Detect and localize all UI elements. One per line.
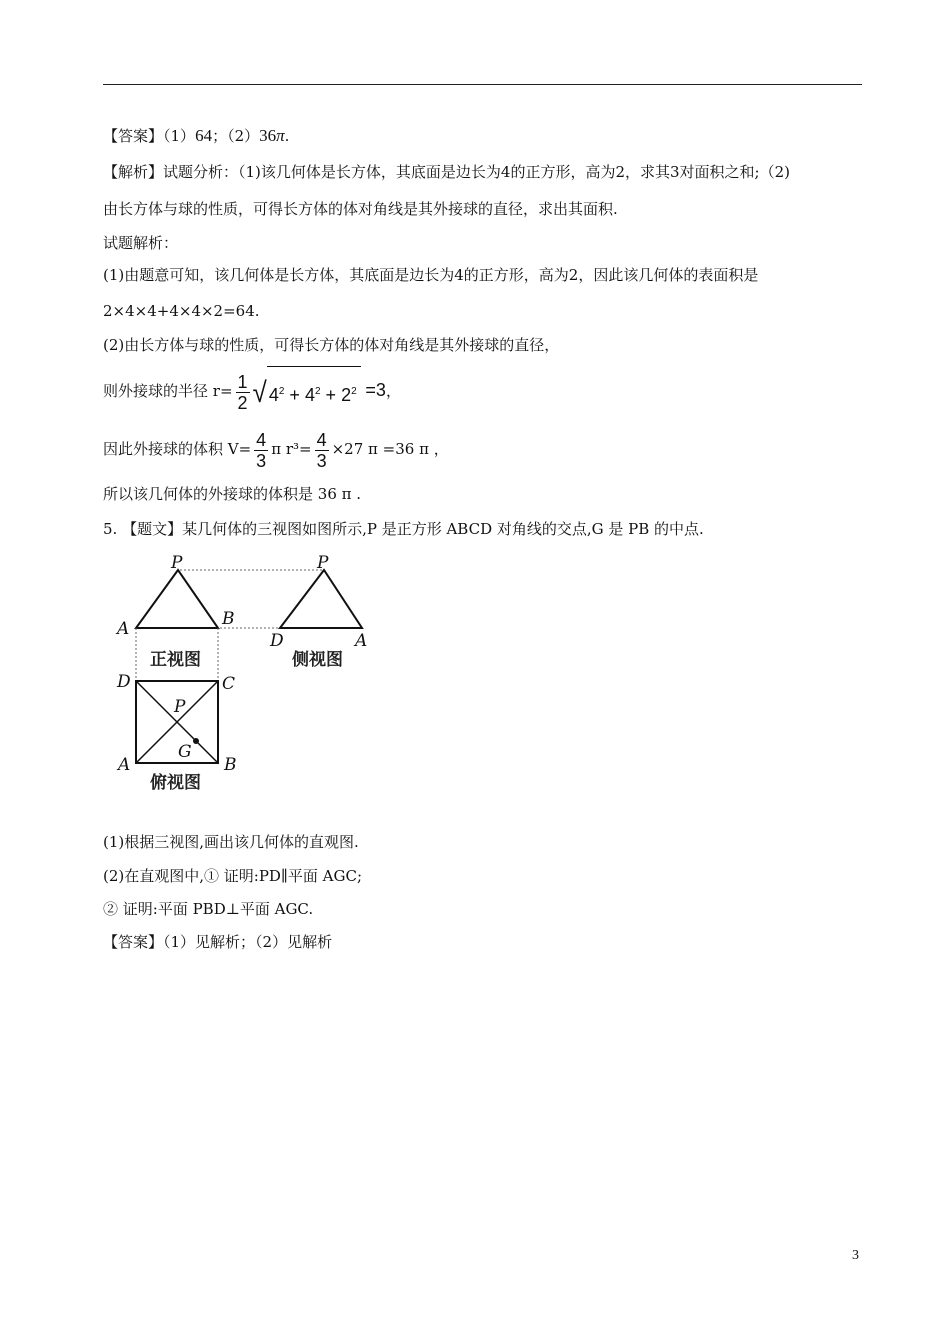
label-p-side: P — [317, 553, 329, 573]
label-a-side: A — [355, 631, 368, 651]
label-b-top: B — [224, 755, 237, 775]
caption-front-view: 正视图 — [150, 650, 201, 670]
answer-line — [103, 125, 289, 147]
answer-value-1: 64 — [195, 126, 213, 145]
page-number: 3 — [852, 1248, 859, 1263]
problem5-answer: 【答案】（1）见解析；（2）见解析 — [103, 933, 333, 951]
radius-prefix: 则外接球的半径 r= — [103, 382, 233, 400]
front-view-triangle — [136, 570, 218, 628]
answer-separator: ； — [212, 127, 228, 145]
answer-bracket: 【答案】 — [103, 127, 164, 145]
sqrt-body — [267, 366, 361, 418]
analysis-line-3: 试题解析： — [103, 234, 179, 252]
fraction-numerator: 4 — [256, 429, 267, 450]
point-g-dot — [193, 738, 199, 744]
radius-formula — [103, 366, 401, 418]
label-a-front: A — [117, 619, 130, 639]
radius-suffix: ， — [385, 382, 401, 400]
label-p-top: P — [174, 697, 186, 717]
sqrt-exp-a: 2 — [278, 386, 285, 397]
analysis-line-2: 由长方体与球的性质，可得长方体的体对角线是其外接球的直径，求出其面积. — [103, 200, 618, 218]
analysis-line-1: 【解析】试题分析：（1)该几何体是长方体，其底面是边长为4的正方形，高为2，求其3对面积之和;（2) — [103, 163, 790, 181]
question-2-part-2: ② 证明:平面 PBD⊥平面 AGC. — [103, 900, 314, 918]
label-a-top: A — [118, 755, 131, 775]
header-rule — [103, 84, 862, 85]
volume-mid: π r³= — [271, 440, 312, 458]
volume-fraction-2 — [315, 430, 329, 471]
label-d-side: D — [270, 631, 284, 651]
sqrt-plus-2: + — [325, 385, 337, 405]
volume-fraction-1 — [254, 430, 268, 471]
answer-value-2: 36 — [259, 126, 277, 145]
label-p-front: P — [171, 553, 183, 573]
three-view-drawing — [108, 552, 378, 797]
label-d-top: D — [117, 672, 131, 692]
radius-sqrt — [253, 366, 361, 418]
volume-prefix: 因此外接球的体积 V= — [103, 440, 252, 458]
side-view-triangle — [280, 570, 362, 628]
sqrt-plus-1: + — [289, 385, 300, 405]
fraction-denominator: 3 — [316, 450, 327, 471]
three-view-figure — [108, 552, 378, 797]
question-1: (1)根据三视图,画出该几何体的直观图. — [103, 833, 359, 851]
fraction-denominator: 3 — [256, 450, 267, 471]
fraction-numerator: 4 — [316, 429, 327, 450]
answer-period: . — [284, 127, 290, 145]
sqrt-term-a: 4 — [268, 385, 279, 405]
volume-suffix: ×27 π =36 π ， — [331, 440, 449, 458]
analysis-line-4: (1)由题意可知，该几何体是长方体，其底面是边长为4的正方形，高为2，因此该几何体的表面积是 — [103, 266, 759, 284]
caption-side-view: 侧视图 — [292, 650, 343, 670]
sqrt-exp-c: 2 — [351, 386, 357, 397]
label-c-top: C — [222, 674, 236, 694]
caption-top-view: 俯视图 — [150, 773, 201, 793]
answer-pi: π — [276, 126, 285, 145]
analysis-conclusion: 所以该几何体的外接球的体积是 36 π . — [103, 485, 362, 503]
sqrt-sign: √ — [252, 375, 267, 409]
fraction-numerator: 1 — [237, 371, 248, 392]
label-g-top: G — [178, 742, 192, 762]
question-2: (2)在直观图中,① 证明:PD∥平面 AGC; — [103, 867, 363, 885]
label-b-front: B — [222, 609, 235, 629]
radius-fraction — [236, 372, 250, 413]
radius-result: =3 — [365, 380, 386, 400]
volume-formula — [103, 426, 449, 472]
analysis-line-5: 2×4×4+4×4×2=64. — [103, 302, 260, 320]
problem5-title: 5. 【题文】某几何体的三视图如图所示,P 是正方形 ABCD 对角线的交点,G 是 PB 的中点. — [103, 520, 704, 538]
fraction-denominator: 2 — [237, 392, 248, 413]
sqrt-term-b: 4 — [304, 385, 315, 405]
answer-part1-label: （1） — [163, 127, 196, 145]
analysis-line-6: (2)由长方体与球的性质，可得长方体的体对角线是其外接球的直径， — [103, 336, 560, 354]
sqrt-term-c: 2 — [341, 385, 352, 405]
answer-part2-label: （2） — [227, 127, 260, 145]
sqrt-exp-b: 2 — [314, 386, 321, 397]
